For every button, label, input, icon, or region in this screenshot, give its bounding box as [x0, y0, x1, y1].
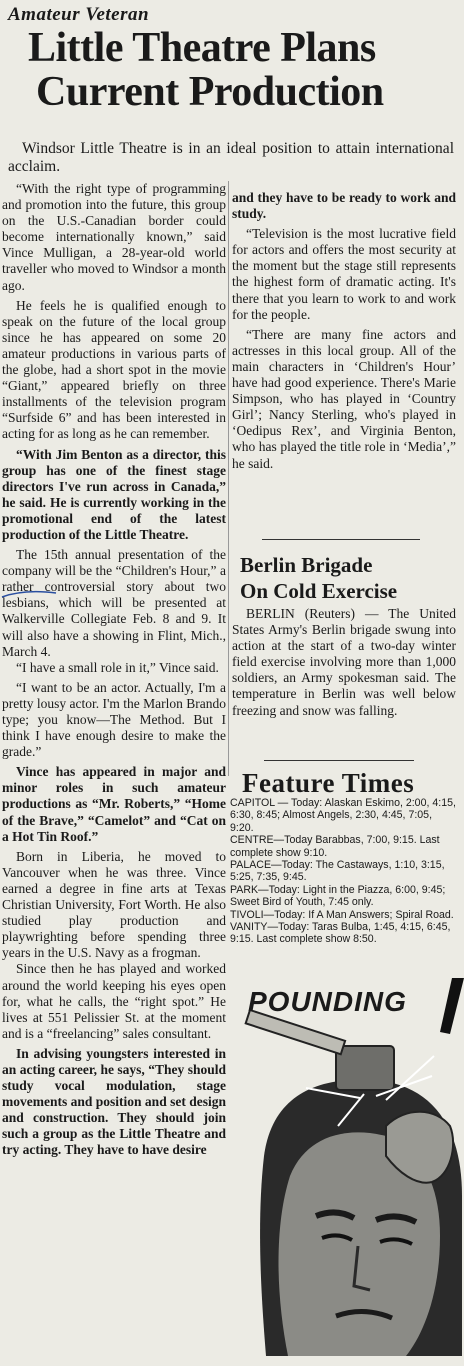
pen-mark	[0, 585, 60, 605]
article-kicker: Amateur Veteran	[8, 4, 150, 25]
article-paragraph: “I want to be an actor. Actually, I'm a pretty lousy actor. I'm the Marlon Brando type; you know—The Method. But I think I have enough desire to make the grade.”	[2, 679, 227, 760]
article-paragraph: Since then he has played and worked around the world keeping his eyes open for, what he calls, the “right spot.” He lives at 551 Pelissier St. at the moment and is a “freelancing” sales consultant.	[2, 961, 226, 1041]
article-headline	[28, 26, 464, 114]
pounding-advertisement	[236, 976, 464, 1356]
article-paragraph-bold: In advising youngsters interested in an acting career, he says, “They should study vocal modulation, stage movements and position and set design and construction. They should join such a group as the Little Theatre and try acting. They have to have desire	[2, 1045, 226, 1158]
article-paragraph: He feels he is qualified enough to speak on the future of the local group since he has appeared on some 20 amateur productions in various parts of the globe, had a short spot in the movie “Giant,” appeared briefly on three installments of the television program “Surfside 6” and has been interested in acting for as long as he can remember.	[2, 297, 226, 442]
headline-line-2: Current Production	[36, 69, 384, 115]
feature-times-entry: PARK—Today: Light in the Piazza, 6:00, 9:45; Sweet Bird of Youth, 7:45 only.	[230, 883, 446, 909]
article-paragraph-bold: and they have to be ready to work and study.	[232, 190, 456, 222]
article-paragraph-bold: Vince has appeared in major and minor roles in such amateur productions as “Mr. Roberts,” “Home of the Brave,” “Camelot” and “Cat on a Hot Tin Roof.”	[2, 764, 226, 844]
article-left-column	[2, 181, 226, 1159]
article-paragraph: “I have a small role in it,” Vince said.	[16, 659, 219, 675]
article-paragraph: “Television is the most lucrative field for actors and offers the most security at the moment but the stage still represents the highest form of dramatic acting. It's there that you learn to work to and work for the people.	[232, 226, 456, 322]
article-paragraph: “There are many fine actors and actresses in this local group. All of the main characters in ‘Children's Hour’ have had good experience. There's Marie Simpson, who has played in ‘Country Girl’; Nancy Sterling, who's played in ‘Oedipus Rex’, and Virginia Benton, who has played the title role in ‘Media’,” he said.	[232, 326, 456, 471]
feature-times-list	[230, 797, 458, 946]
feature-times-entry: PALACE—Today: The Castaways, 1:10, 3:15, 5:25, 7:35, 9:45.	[230, 859, 445, 884]
article-right-column	[232, 190, 456, 472]
ad-headline: POUNDING	[248, 986, 407, 1017]
article-paragraph: Born in Liberia, he moved to Vancouver when he was three. Vince earned a degree in fine arts at Texas Christian University, Fort Worth. He also studied play production and playwrighting before spending three years in the U.S. Navy as a frogman.	[2, 848, 226, 961]
article-paragraph: “With the right type of programming and promotion into the future, this group on the U.S.-Canadian border could become internationally known,” said Vince Mulligan, a 28-year-old world traveller who moved to Windsor a month ago.	[2, 181, 226, 293]
column-divider	[228, 181, 229, 776]
headache-illustration	[236, 976, 464, 1356]
feature-times-entry: TIVOLI—Today: If A Man Answers; Spiral Road.	[230, 908, 454, 921]
feature-times-entry: CAPITOL — Today: Alaskan Eskimo, 2:00, 4:15, 6:30, 8:45; Almost Angels, 2:30, 4:45, 7:05, 9:20.	[230, 797, 456, 834]
brief-headline-2: On Cold Exercise	[240, 579, 398, 603]
feature-times-entry: CENTRE—Today Barabbas, 7:00, 9:15. Last complete show 9:10.	[230, 834, 440, 859]
brief-headline-1: Berlin Brigade	[240, 553, 373, 577]
section-rule	[262, 539, 420, 540]
article-paragraph: The 15th annual presentation of the company will be the “Children's Hour,” a rather controversial story about two lesbians, which will be presented at Walkerville Collegiate Feb. 8 and 9. It will also have a showing in Flint, Mich., March 4.	[2, 547, 226, 659]
article-paragraph-bold: “With Jim Benton as a director, this group has one of the finest stage directors I've run across in Canada,” he said. He is currently working in the promotional end of the latest production of the Little Theatre.	[2, 446, 226, 542]
feature-times-entry: VANITY—Today: Taras Bulba, 1:45, 4:15, 6:45, 9:15. Last complete show 8:50.	[230, 921, 451, 946]
article-lead: Windsor Little Theatre is in an ideal position to attain international acclaim.	[8, 140, 454, 175]
section-rule	[264, 760, 414, 761]
feature-times-title: Feature Times	[242, 768, 415, 798]
headline-line-1: Little Theatre Plans	[28, 25, 376, 71]
brief-body: BERLIN (Reuters) — The United States Army's Berlin brigade swung into action at the start of a two-day winter field exercise involving more than 1,000 soldiers, an Army spokesman said. The temperature in Berlin was well below freezing and snow was falling.	[232, 606, 456, 718]
